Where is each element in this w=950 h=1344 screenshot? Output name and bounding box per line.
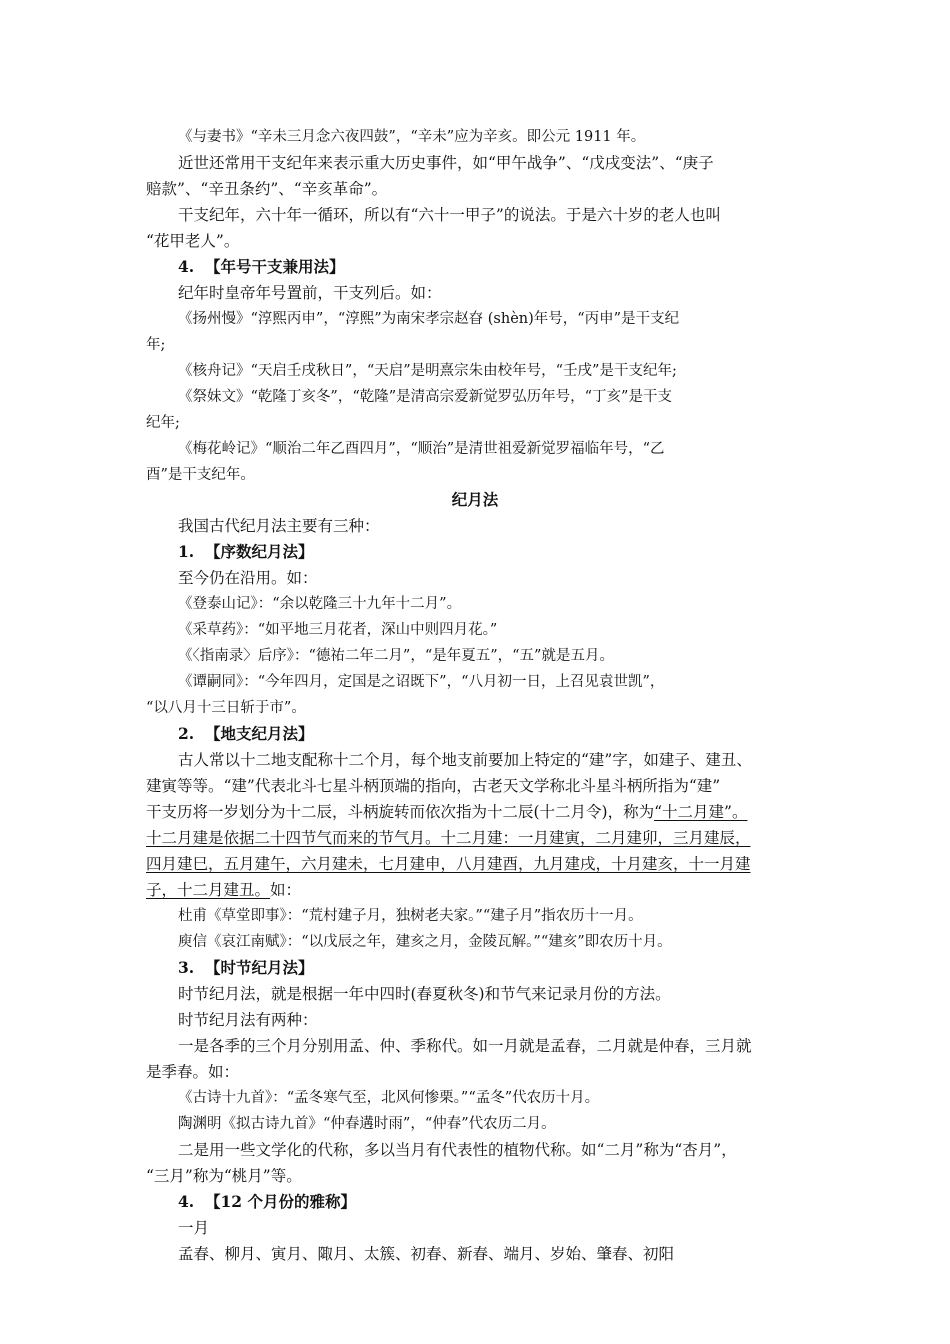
heading-number: 4. xyxy=(178,1192,195,1211)
underlined-text: “十二月建”。 xyxy=(654,803,748,821)
heading-number: 4. xyxy=(178,257,195,276)
paragraph-line: 一是各季的三个月分别用孟、仲、季称代。如一月就是孟春，二月就是仲春，三月就 xyxy=(178,1037,752,1055)
underlined-line: 十二月建是依据二十四节气而来的节气月。十二月建：一月建寅，二月建卯，三月建辰， xyxy=(146,829,751,847)
paragraph-line: 年; xyxy=(146,337,166,353)
heading-text: 【序数纪月法】 xyxy=(204,542,314,561)
paragraph-line: “花甲老人”。 xyxy=(146,232,240,250)
heading-number: 1. xyxy=(178,542,195,561)
paragraph-line: 《扬州慢》“淳熙丙申”，“淳熙”为南宋孝宗赵昚 (shèn)年号，“丙申”是干支纪 xyxy=(178,311,680,327)
paragraph-line: “以八月十三日斩于市”。 xyxy=(146,700,306,716)
heading-number: 2. xyxy=(178,724,195,743)
paragraph-line: 酉”是干支纪年。 xyxy=(146,467,255,483)
paragraph-line: 干支纪年，六十年一循环，所以有“六十一甲子”的说法。于是六十岁的老人也叫 xyxy=(178,206,721,224)
paragraph-line: “三月”称为“桃月”等。 xyxy=(146,1167,302,1185)
paragraph-line: 赔款”、“辛丑条约”、“辛亥革命”。 xyxy=(146,180,388,198)
paragraph-line: 纪年; xyxy=(146,415,180,431)
paragraph-line: 一月 xyxy=(178,1219,210,1237)
paragraph-line: 近世还常用干支纪年来表示重大历史事件，如“甲午战争”、“戊戌变法”、“庚子 xyxy=(178,154,714,172)
section-heading xyxy=(178,1191,356,1213)
paragraph-line: 纪年时皇帝年号置前，干支列后。如： xyxy=(178,284,442,302)
paragraph-line: 《采草药》：“如平地三月花者，深山中则四月花。” xyxy=(178,622,498,638)
heading-text: 【年号干支兼用法】 xyxy=(204,257,345,276)
paragraph-line: 我国古代纪月法主要有三种： xyxy=(178,517,380,535)
paragraph-line: 陶渊明《拟古诗九首》“仲春遘时雨”，“仲春”代农历二月。 xyxy=(178,1116,556,1132)
paragraph-line: 《与妻书》“辛未三月念六夜四鼓”，“辛未”应为辛亥。即公元 1911 年。 xyxy=(178,129,646,145)
paragraph-line: 建寅等等。“建”代表北斗七星斗柄顶端的指向，古老天文学称北斗星斗柄所指为“建” xyxy=(146,777,721,795)
paragraph-line: 《古诗十九首》：“孟冬寒气至，北风何惨栗。”“孟冬”代农历十月。 xyxy=(178,1090,600,1106)
heading-text: 【地支纪月法】 xyxy=(204,724,314,743)
underlined-text: 子，十二月建丑。 xyxy=(146,881,271,899)
paragraph-line: 孟春、柳月、寅月、陬月、太簇、初春、新春、端月、岁始、肇春、初阳 xyxy=(178,1245,675,1263)
paragraph-line: 杜甫《草堂即事》：“荒村建子月，独树老夫家。”“建子月”指农历十一月。 xyxy=(178,908,643,924)
paragraph-line xyxy=(146,801,747,823)
paragraph-line: 时节纪月法，就是根据一年中四时(春夏秋冬)和节气来记录月份的方法。 xyxy=(178,985,671,1003)
paragraph-line: 《核舟记》“天启壬戌秋日”，“天启”是明熹宗朱由校年号，“壬戌”是干支纪年; xyxy=(178,363,677,379)
paragraph-line: 《梅花岭记》“顺治二年乙酉四月”，“顺治”是清世祖爱新觉罗福临年号，“乙 xyxy=(178,441,665,457)
heading-text: 【12 个月份的雅称】 xyxy=(204,1192,356,1211)
paragraph-text: 干支历将一岁划分为十二辰，斗柄旋转而依次指为十二辰(十二月令)，称为 xyxy=(146,803,655,821)
section-title: 纪月法 xyxy=(451,490,499,509)
underlined-line: 四月建巳，五月建午，六月建未，七月建申，八月建酉，九月建戌，十月建亥，十一月建 xyxy=(146,855,751,873)
section-heading xyxy=(178,957,314,979)
section-heading xyxy=(178,723,314,745)
paragraph-line: 庾信《哀江南赋》：“以戊辰之年，建亥之月，金陵瓦解。”“建亥”即农历十月。 xyxy=(178,934,672,950)
heading-text: 【时节纪月法】 xyxy=(204,958,314,977)
paragraph-line: 《祭妹文》“乾隆丁亥冬”，“乾隆”是清高宗爱新觉罗弘历年号，“丁亥”是干支 xyxy=(178,389,672,405)
section-heading xyxy=(178,541,314,563)
paragraph-line: 《登泰山记》：“余以乾隆三十九年十二月”。 xyxy=(178,596,462,612)
paragraph-line: 二是用一些文学化的代称，多以当月有代表性的植物代称。如“二月”称为“杏月”， xyxy=(178,1141,737,1159)
paragraph-line: 时节纪月法有两种： xyxy=(178,1011,318,1029)
paragraph-line: 古人常以十二地支配称十二个月，每个地支前要加上特定的“建”字，如建子、建丑、 xyxy=(178,751,752,769)
paragraph-text: 如： xyxy=(270,881,302,899)
paragraph-line: 《谭嗣同》：“今年四月，定国是之诏既下”，“八月初一日，上召见袁世凯”， xyxy=(178,674,665,690)
section-heading xyxy=(178,256,345,278)
paragraph-line: 《〈指南录〉后序》：“德祐二年二月”，“是年夏五”，“五”就是五月。 xyxy=(178,648,614,664)
paragraph-line: 是季春。如： xyxy=(146,1063,240,1081)
paragraph-line xyxy=(146,879,301,901)
heading-number: 3. xyxy=(178,958,195,977)
paragraph-line: 至今仍在沿用。如： xyxy=(178,569,318,587)
